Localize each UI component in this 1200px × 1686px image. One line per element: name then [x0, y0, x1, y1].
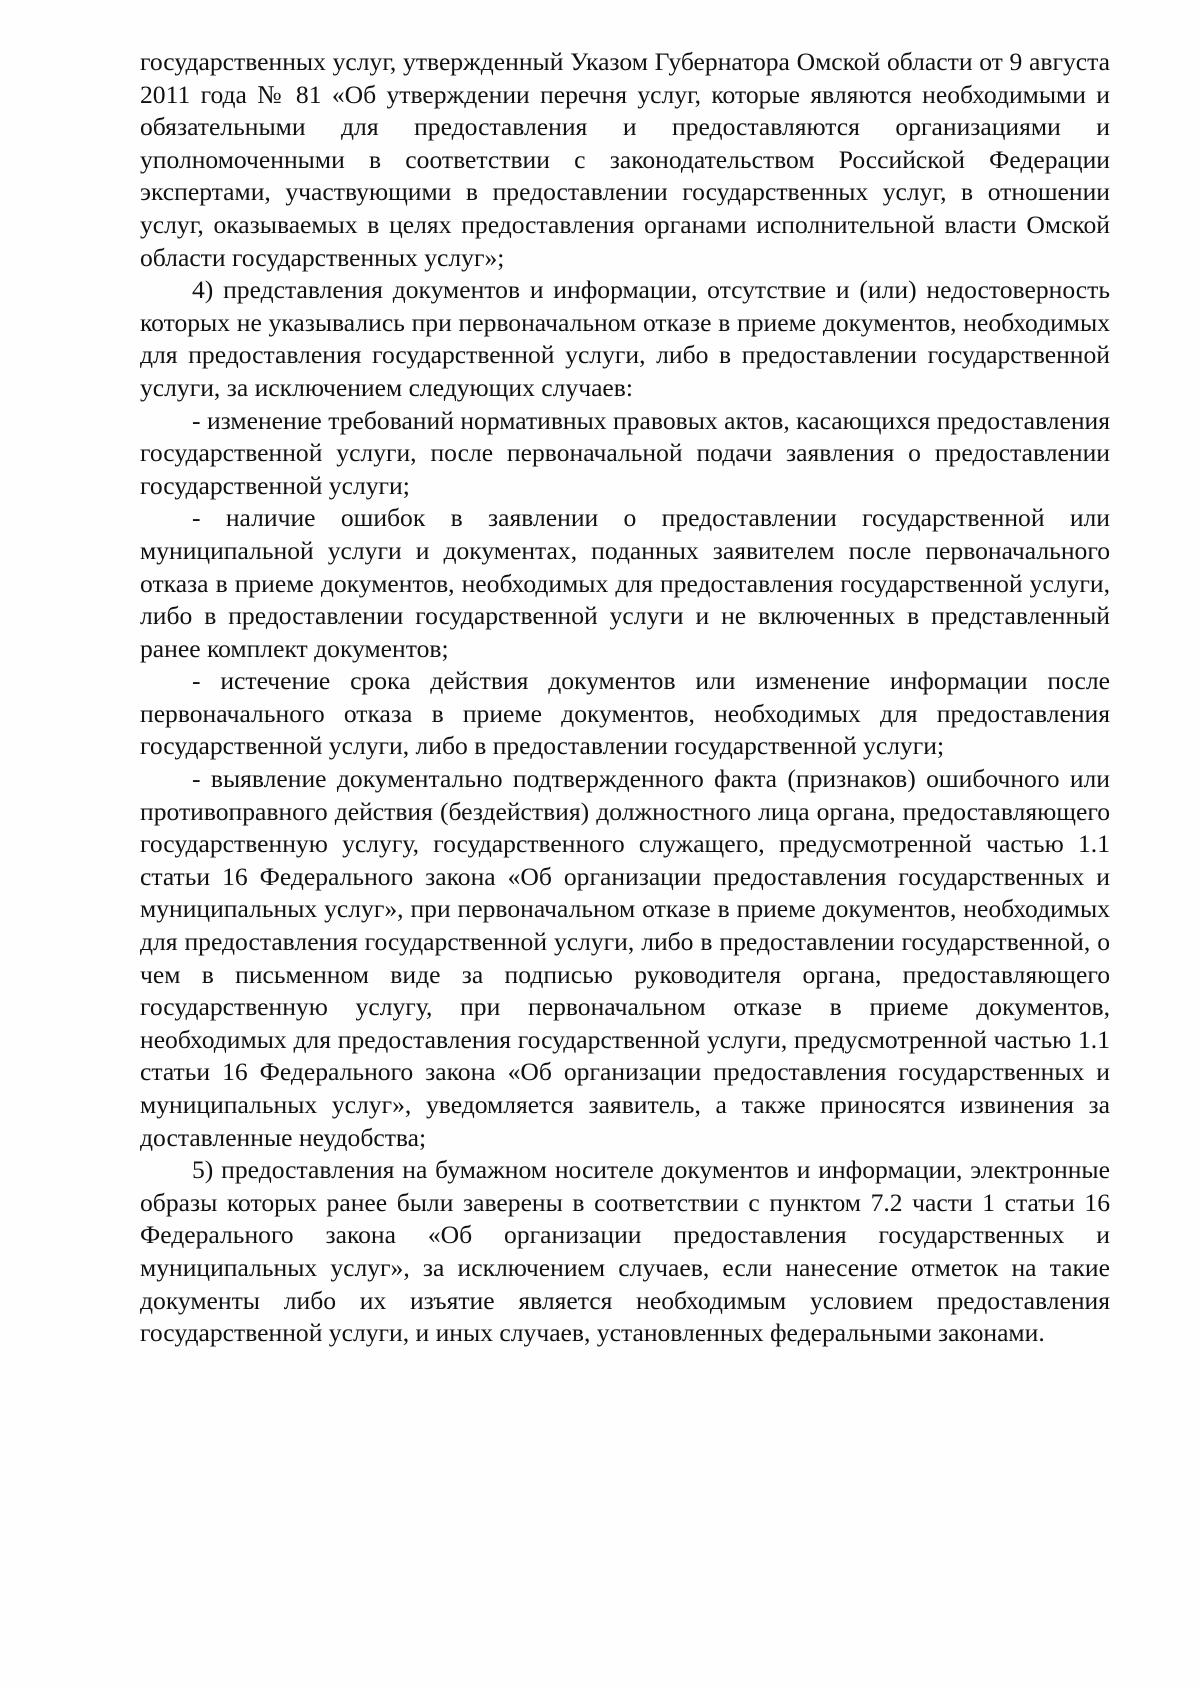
paragraph-bullet-wrongful-action: - выявление документально подтвержденного факта (признаков) ошибочного или противоправного действия (бездействия) должностного лица органа, предоставляющего государственную услугу, государственного служащего, предусмотренной частью 1.1 статьи 16 Федерального закона «Об организации предоставления государственных и муниципальных услуг», при первоначальном отказе в приеме документов, необходимых для предоставления государственной услуги, либо в предоставлении государственной, о чем в письменном виде за подписью руководителя органа, предоставляющего государственную услугу, при первоначальном отказе в приеме документов, необходимых для предоставления государственной услуги, предусмотренной частью 1.1 статьи 16 Федерального закона «Об организации предоставления государственных и муниципальных услуг», уведомляется заявитель, а также приносятся извинения за доставленные неудобства;	[140, 764, 1110, 1152]
document-body	[140, 46, 1110, 1350]
paragraph-bullet-errors: - наличие ошибок в заявлении о предоставлении государственной или муниципальной услуги и документах, поданных заявителем после первоначального отказа в приеме документов, необходимых для предоставления государственной услуги, либо в предоставлении государственной услуги и не включенных в представленный ранее комплект документов;	[140, 503, 1110, 663]
paragraph-continuation: государственных услуг, утвержденный Указом Губернатора Омской области от 9 августа 2011 года № 81 «Об утверждении перечня услуг, которые являются необходимыми и обязательными для предоставления и предоставляются организациями и уполномоченными в соответствии с законодательством Российской Федерации экспертами, участвующими в предоставлении государственных услуг, в отношении услуг, оказываемых в целях предоставления органами исполнительной власти Омской области государственных услуг»;	[140, 47, 1110, 272]
paragraph-item-4: 4) представления документов и информации, отсутствие и (или) недостоверность которых не указывались при первоначальном отказе в приеме документов, необходимых для предоставления государственной услуги, либо в предоставлении государственной услуги, за исключением следующих случаев:	[140, 275, 1110, 402]
paragraph-bullet-expiry: - истечение срока действия документов или изменение информации после первоначального отказа в приеме документов, необходимых для предоставления государственной услуги, либо в предоставлении государственной услуги;	[140, 666, 1110, 761]
paragraph-item-5: 5) предоставления на бумажном носителе документов и информации, электронные образы которых ранее были заверены в соответствии с пунктом 7.2 части 1 статьи 16 Федерального закона «Об организации предоставления государственных и муниципальных услуг», за исключением случаев, если нанесение отметок на такие документы либо их изъятие является необходимым условием предоставления государственной услуги, и иных случаев, установленных федеральными законами.	[140, 1155, 1110, 1348]
paragraph-bullet-requirements-change: - изменение требований нормативных правовых актов, касающихся предоставления государственной услуги, после первоначальной подачи заявления о предоставлении государственной услуги;	[140, 405, 1110, 500]
